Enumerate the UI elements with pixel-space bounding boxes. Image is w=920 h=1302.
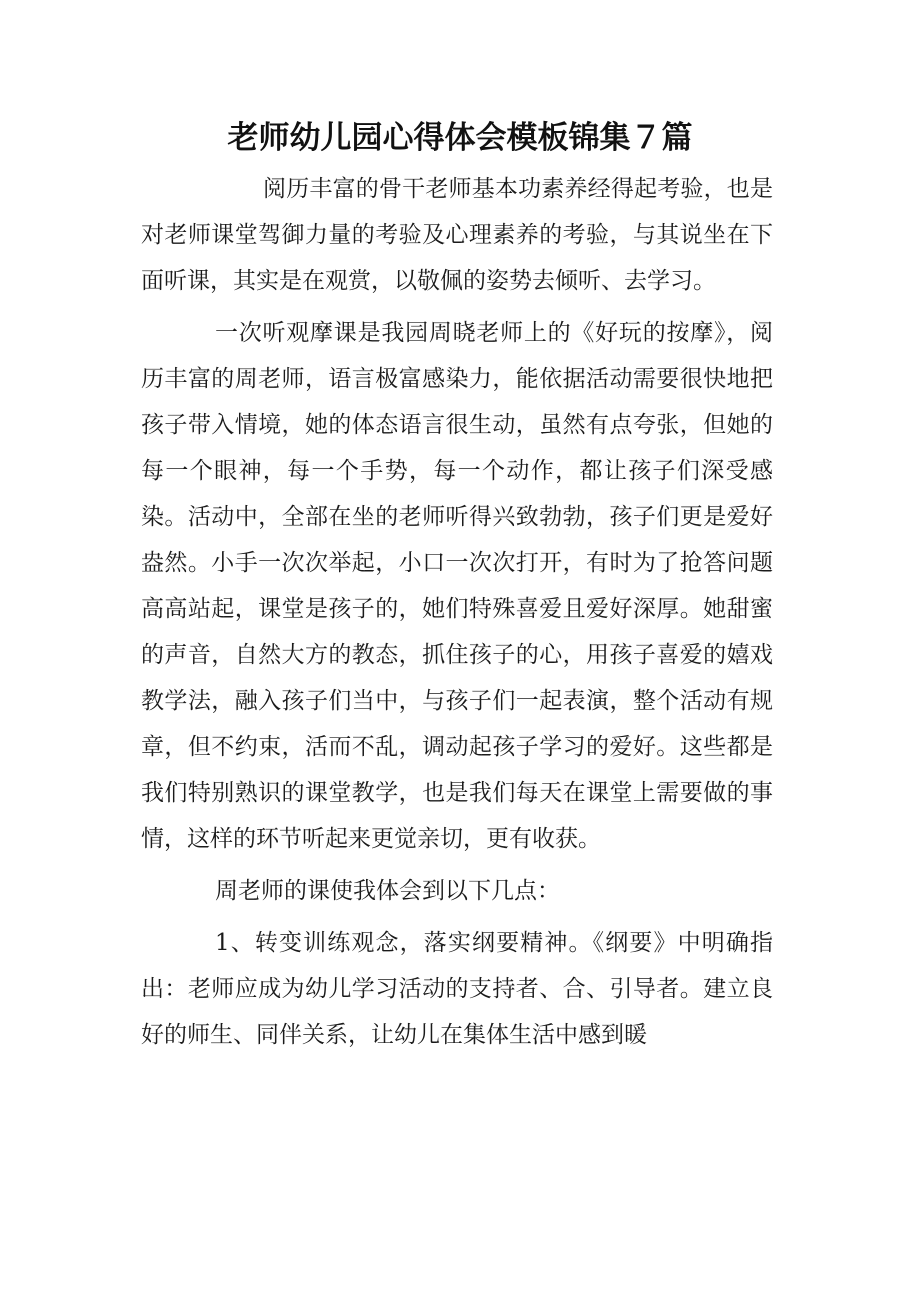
paragraph-observation-lesson: 一次听观摩课是我园周晓老师上的《好玩的按摩》，阅历丰富的周老师，语言极富感染力，能依据活动需要很快地把孩子带入情境，她的体态语言很生动，虽然有点夸张，但她的每一个眼神，每一个手势，每一个动作，都让孩子们深受感染。活动中，全部在坐的老师听得兴致勃勃，孩子们更是爱好盎然。小手一次次举起，小口一次次打开，有时为了抢答问题高高站起，课堂是孩子的，她们特殊喜爱且爱好深厚。她甜蜜的声音，自然大方的教态，抓住孩子的心，用孩子喜爱的嬉戏教学法，融入孩子们当中，与孩子们一起表演，整个活动有规章，但不约束，活而不乱，调动起孩子学习的爱好。这些都是我们特别熟识的课堂教学，也是我们每天在课堂上需要做的事情，这样的环节听起来更觉亲切，更有收获。: [141, 320, 773, 852]
paragraph-takeaways-heading: 周老师的课使我体会到以下几点：: [215, 878, 560, 904]
paragraph-point-1: 1、转变训练观念，落实纲要精神。《纲要》中明确指出：老师应成为幼儿学习活动的支持者、合、引导者。建立良好的师生、同伴关系，让幼儿在集体生活中感到暖: [141, 930, 773, 1048]
document-title: 老师幼儿园心得体会模板锦集７篇: [227, 120, 693, 156]
document-body: [141, 166, 773, 1058]
paragraph-intro: 阅历丰富的骨干老师基本功素养经得起考验，也是对老师课堂驾御力量的考验及心理素养的考验，与其说坐在下面听课，其实是在观赏，以敬佩的姿势去倾听、去学习。: [141, 176, 773, 294]
